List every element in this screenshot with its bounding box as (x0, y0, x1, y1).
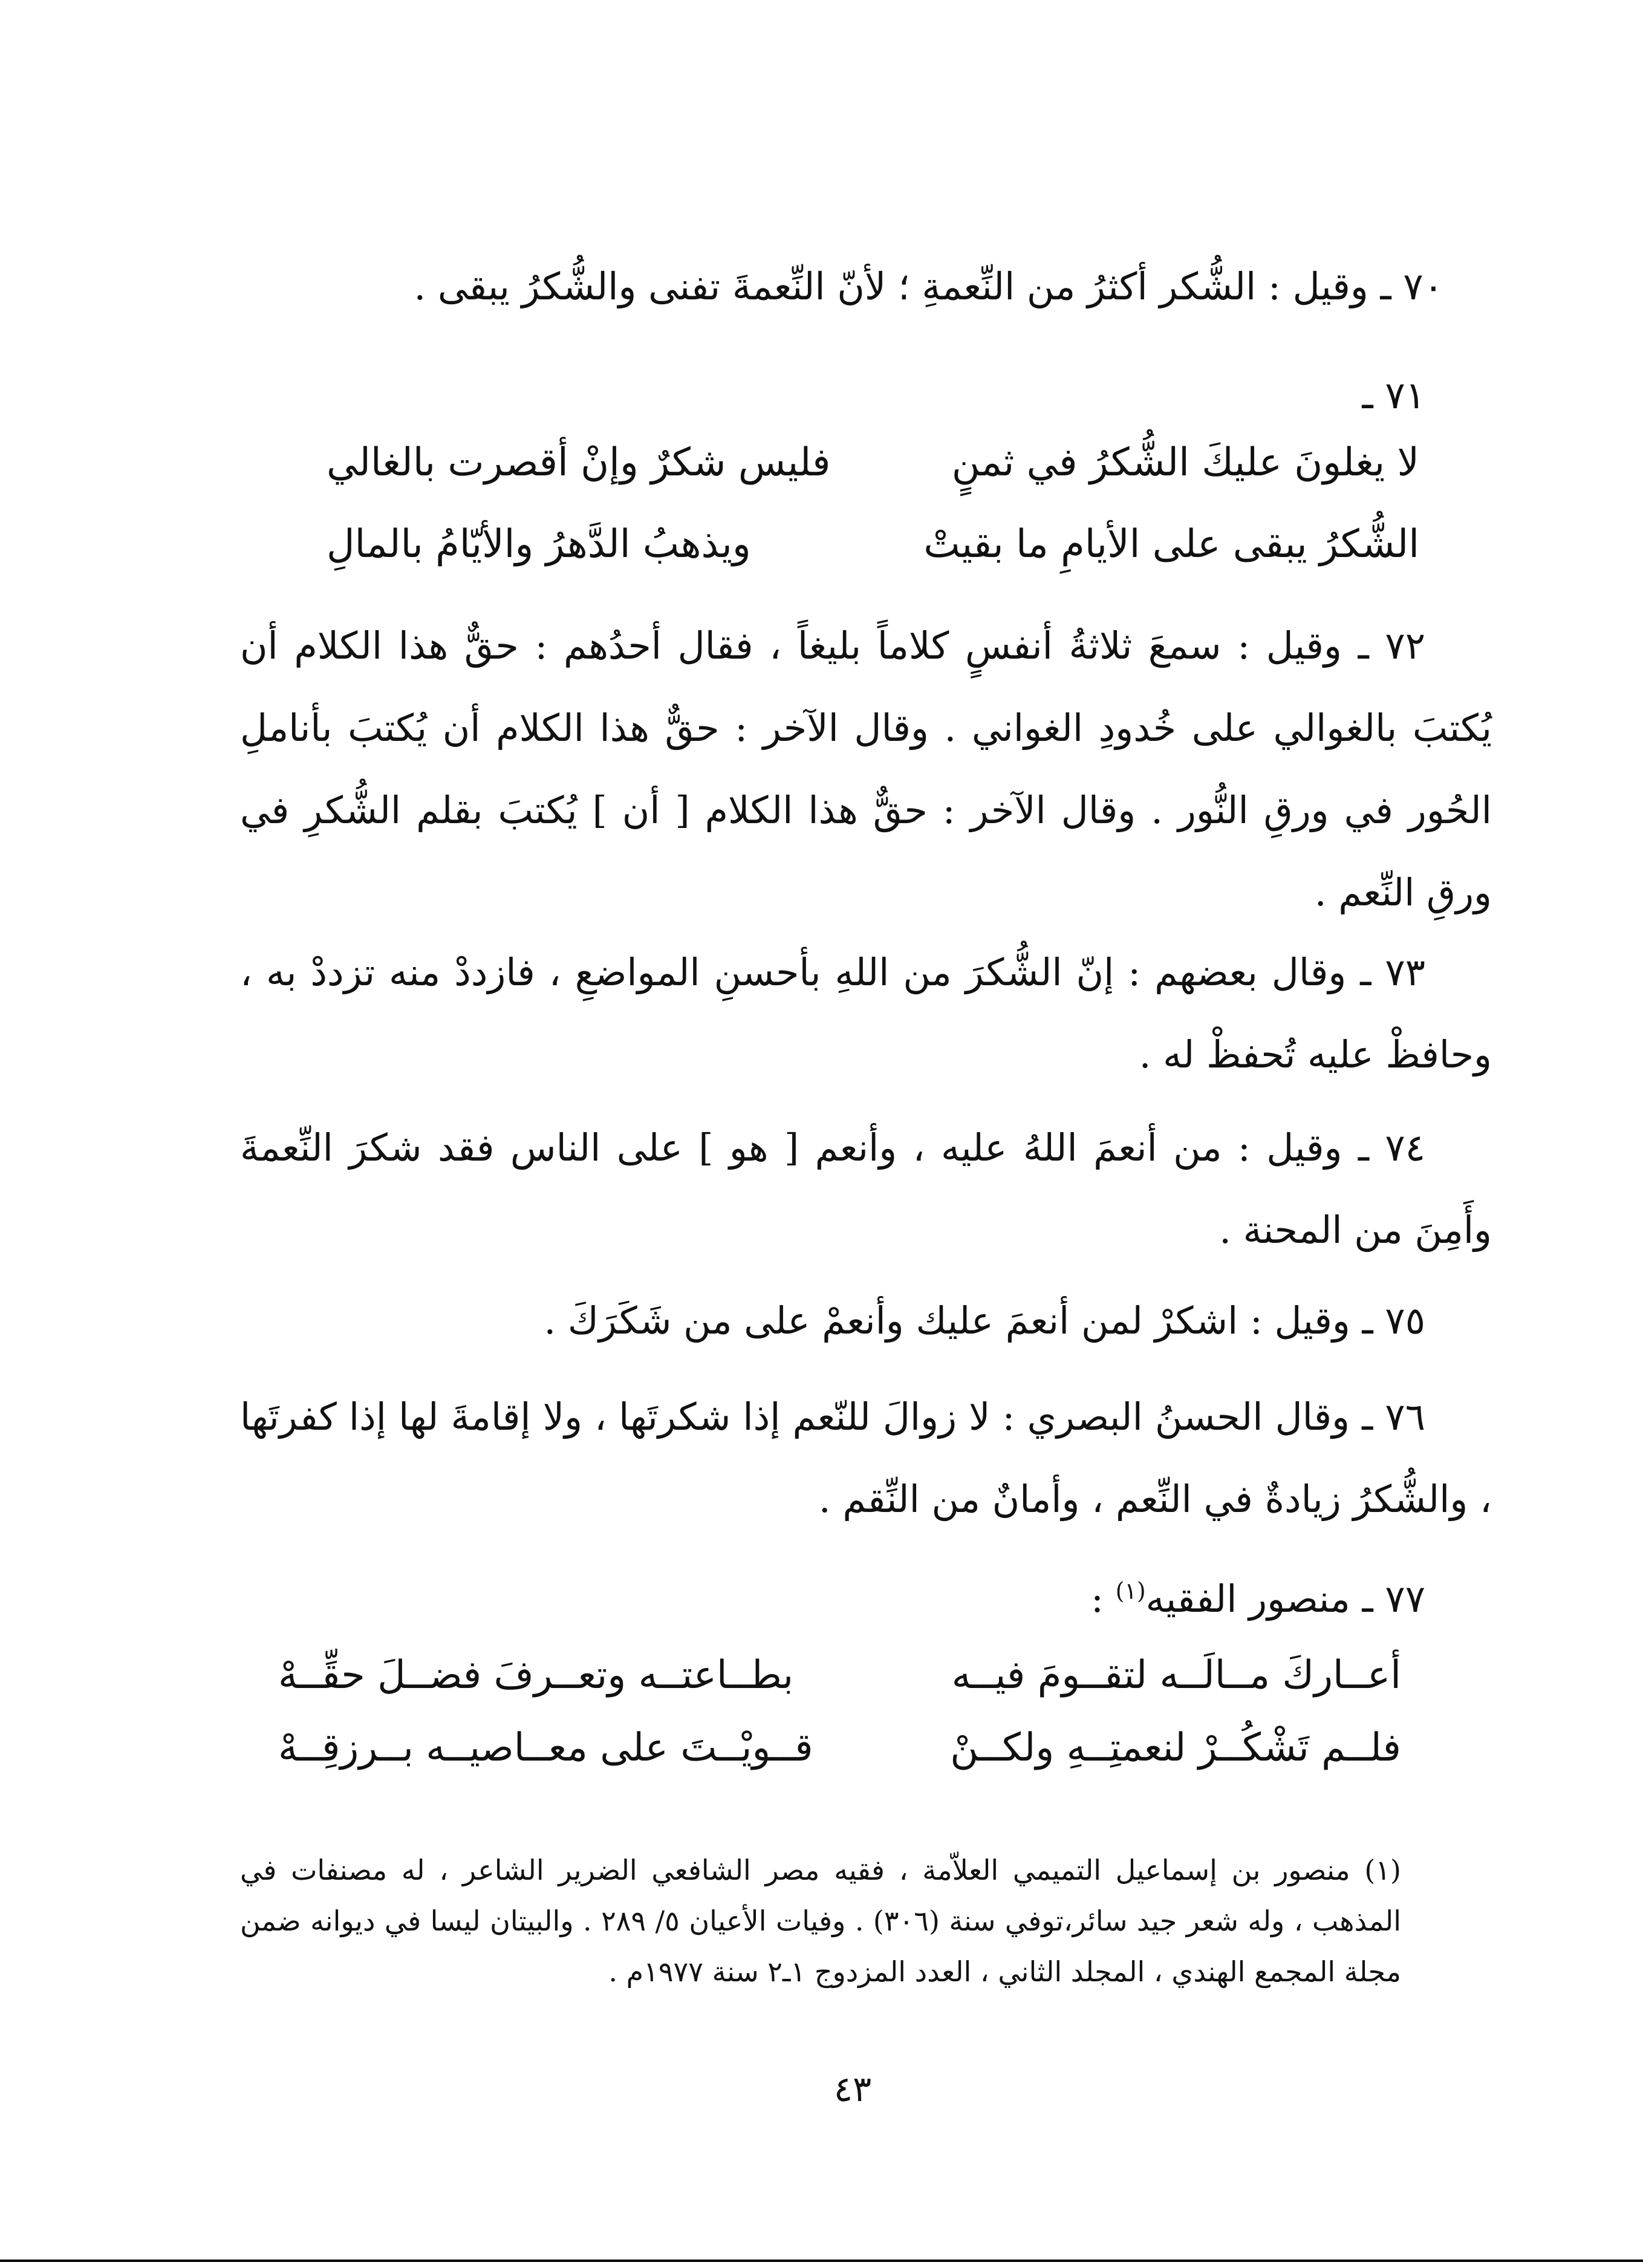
footnote-marker: (١) (1115, 1577, 1146, 1605)
scan-bottom-border (0, 2260, 1643, 2262)
page-number: ٤٣ (833, 2068, 872, 2110)
verse-77-2-second-hemistich: قــويْــتَ على معــاصيــه بــرزقِــهْ (278, 1725, 813, 1770)
entry-75: ٧٥ ـ وقيل : اشكرْ لمن أنعمَ عليك وأنعمْ على من شَكَرَكَ . (544, 1299, 1425, 1343)
verse-71-1-second-hemistich: فليس شكرٌ وإنْ أقصرت بالغالي (327, 440, 831, 485)
entry-72: ٧٢ ـ وقيل : سمعَ ثلاثةُ أنفسٍ كلاماً بليغاً ، فقال أحدُهم : حقٌّ هذا الكلام أن يُكتبَ بالغوالي على خُدودِ الغواني . وقال الآخر : حقٌّ هذا الكلام أن يُكتبَ بأناملِ الحُور في ورقِ النُّور . وقال الآخر : حقٌّ هذا الكلام [ أن ] يُكتبَ بقلم الشُّكرِ في ورقِ النِّعم . (240, 624, 1492, 914)
entry-76: ٧٦ ـ وقال الحسنُ البصري : لا زوالَ للنّعم إذا شكرتَها ، ولا إقامةَ لها إذا كفرتَها ، والشُّكرُ زيادةٌ في النِّعم ، وأمانٌ من النِّقم . (240, 1395, 1492, 1521)
verse-71-2-second-hemistich: ويذهبُ الدَّهرُ والأيّامُ بالمالِ (327, 522, 751, 567)
entry-71-number: ٧١ ـ (1362, 373, 1425, 417)
verse-71-2-first-hemistich: الشُّكرُ يبقى على الأيامِ ما بقيتْ (923, 522, 1419, 567)
entry-77-heading (1091, 1579, 1425, 1620)
entry-73: ٧٣ ـ وقال بعضهم : إنّ الشُّكرَ من اللهِ بأحسنِ المواضعِ ، فازددْ منه تزددْ به ، وحافظْ عليه تُحفظْ له . (240, 950, 1492, 1077)
entry-77-colon: : (1090, 1577, 1116, 1621)
entry-77-title: ٧٧ ـ منصور الفقيه (1145, 1577, 1425, 1621)
verse-71-1-first-hemistich: لا يغلونَ عليكَ الشُّكرُ في ثمنٍ (951, 440, 1419, 485)
entry-70: ٧٠ ـ وقيل : الشُّكر أكثرُ من النِّعمةِ ؛ لأنّ النِّعمةَ تفنى والشُّكرُ يبقى . (414, 264, 1443, 308)
verse-77-1-second-hemistich: بطــاعتــه وتعــرفَ فضــلَ حقِّــهْ (278, 1653, 794, 1698)
footnote-1: (١) منصور بن إسماعيل التميمي العلاّمة ، فقيه مصر الشافعي الضرير الشاعر ، له مصنفات في المذهب ، وله شعر جيد سائر،توفي سنة (٣٠٦) . وفيات الأعيان ٥/ ٢٨٩ . والبيتان ليسا في ديوانه ضمن مجلة المجمع الهندي ، المجلد الثاني ، العدد المزدوج ١ـ٢ سنة ١٩٧٧م . (240, 1854, 1401, 1988)
entry-74: ٧٤ ـ وقيل : من أنعمَ اللهُ عليه ، وأنعم [ هو ] على الناس فقد شكرَ النِّعمةَ وأَمِنَ من المحنة . (240, 1126, 1492, 1252)
verse-77-2-first-hemistich: فلــم تَشْكُــرْ لنعمتِــهِ ولكــنْ (950, 1725, 1401, 1770)
verse-77-1-first-hemistich: أعــاركَ مــالَــه لتقــومَ فيــه (951, 1653, 1401, 1698)
